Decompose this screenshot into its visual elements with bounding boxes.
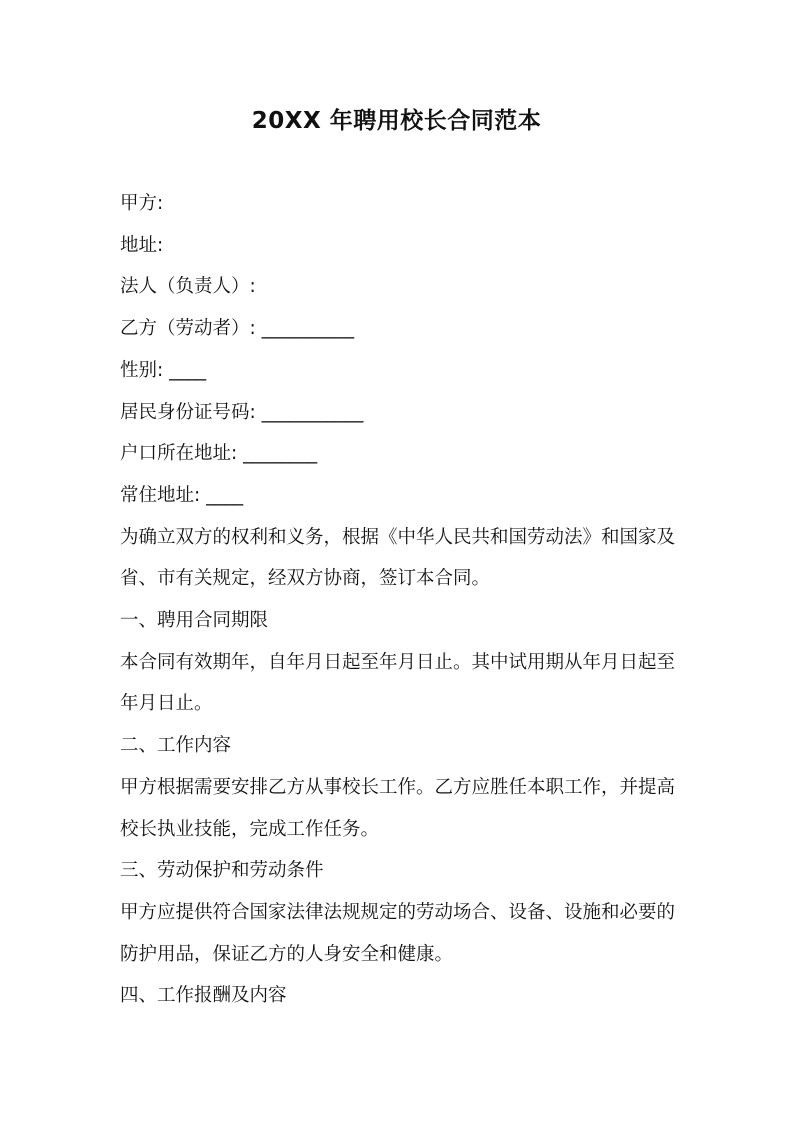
labor-protection-paragraph: 甲方应提供符合国家法律法规规定的劳动场合、设备、设施和必要的防护用品，保证乙方的人身安全和健康。	[120, 901, 676, 965]
section-heading-labor-protection: 三、劳动保护和劳动条件	[120, 860, 324, 882]
party-b-line: 乙方（劳动者）: __________	[120, 318, 355, 340]
id-number-line: 居民身份证号码: ___________	[120, 401, 364, 423]
document-body	[120, 183, 680, 1017]
address-line: 地址:	[120, 234, 164, 256]
household-address-line: 户口所在地址: ________	[120, 443, 318, 465]
section-heading-term: 一、聘用合同期限	[120, 610, 269, 632]
document-title: 20XX 年聘用校长合同范本	[251, 108, 542, 134]
section-heading-remuneration: 四、工作报酬及内容	[120, 985, 287, 1007]
preamble-paragraph: 为确立双方的权利和义务，根据《中华人民共和国劳动法》和国家及省、市有关规定，经双方协商，签订本合同。	[120, 526, 676, 590]
legal-person-line: 法人（负责人）:	[120, 276, 256, 298]
work-content-paragraph: 甲方根据需要安排乙方从事校长工作。乙方应胜任本职工作，并提高校长执业技能，完成工作任务。	[120, 776, 676, 840]
party-a-line: 甲方:	[120, 193, 164, 214]
residence-address-line: 常住地址: ____	[120, 484, 244, 506]
gender-line: 性别: ____	[120, 359, 207, 381]
section-heading-work-content: 二、工作内容	[120, 735, 232, 757]
term-paragraph: 本合同有效期年，自年月日起至年月日止。其中试用期从年月日起至年月日止。	[120, 651, 676, 715]
